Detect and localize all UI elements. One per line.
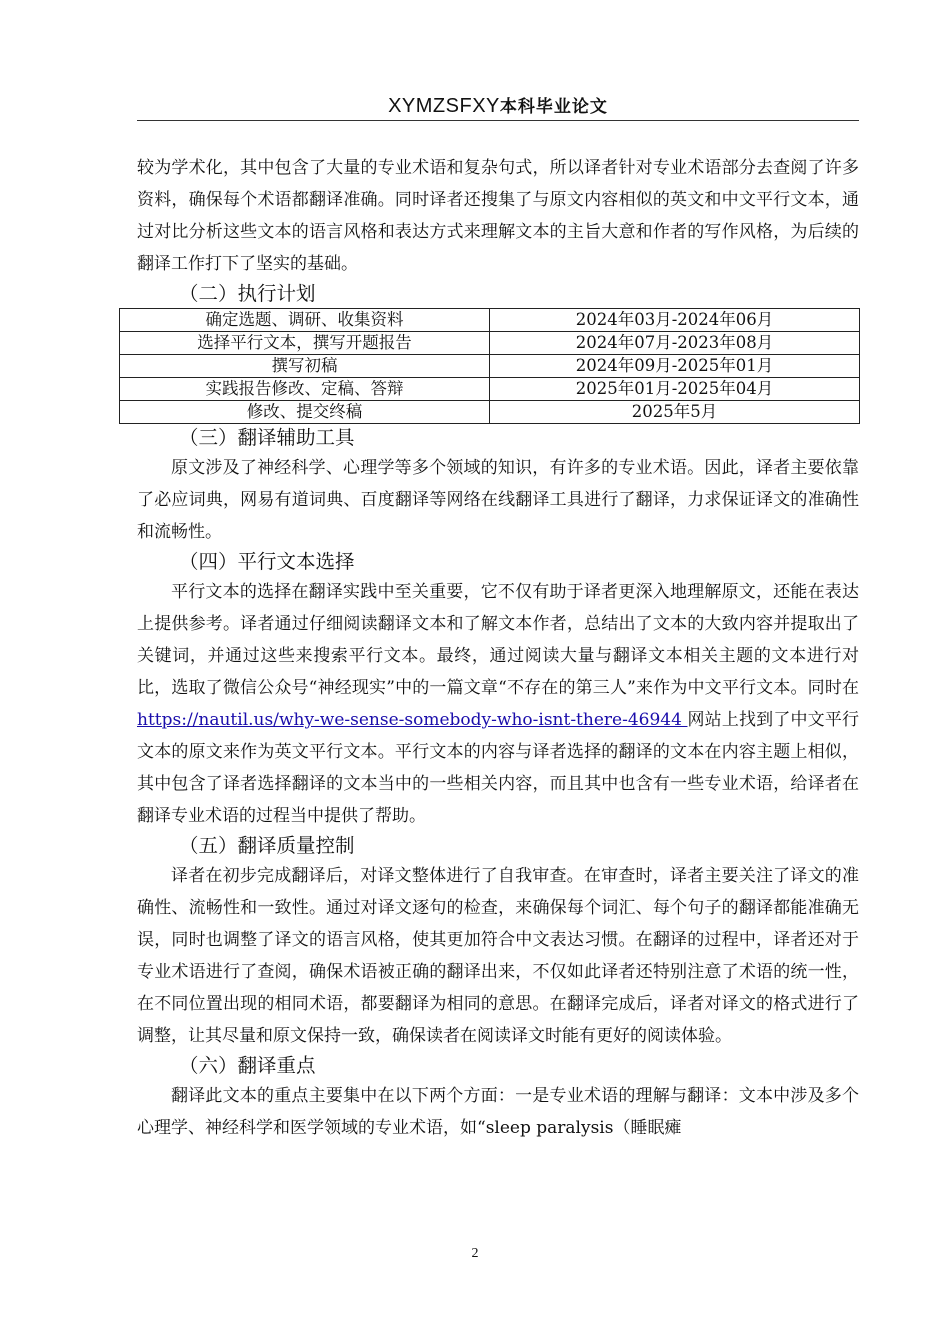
schedule-period-cell: 2025年01月-2025年04月	[490, 378, 860, 401]
section-tools-title: （三）翻译辅助工具	[179, 426, 355, 449]
section-parallel-body	[137, 576, 859, 832]
schedule-task-cell: 实践报告修改、定稿、答辩	[120, 378, 490, 401]
schedule-period-cell: 2024年09月-2025年01月	[490, 355, 860, 378]
table-row	[120, 401, 860, 424]
table-row	[120, 355, 860, 378]
schedule-period-cell: 2024年07月-2023年08月	[490, 332, 860, 355]
page-header	[137, 92, 859, 121]
section-quality-title: （五）翻译质量控制	[179, 834, 355, 857]
section-tools-body: 原文涉及了神经科学、心理学等多个领域的知识，有许多的专业术语。因此，译者主要依靠了必应词典，网易有道词典、百度翻译等网络在线翻译工具进行了翻译，力求保证译文的准确性和流畅性。	[137, 458, 859, 542]
section-focus-title: （六）翻译重点	[179, 1054, 316, 1077]
page-number: 2	[471, 1246, 479, 1261]
table-row	[120, 309, 860, 332]
schedule-period-cell: 2025年5月	[490, 401, 860, 424]
parallel-body-before: 平行文本的选择在翻译实践中至关重要，它不仅有助于译者更深入地理解原文，还能在表达上提供参考。译者通过仔细阅读翻译文本和了解文本作者，总结出了文本的大致内容并提取出了关键词，并通过这些来搜索平行文本。最终，通过阅读大量与翻译文本相关主题的文本进行对比，选取了微信公众号“神经现实”中的一篇文章“不存在的第三人”来作为中文平行文本。同时在	[137, 582, 859, 698]
table-row	[120, 332, 860, 355]
schedule-task-cell: 确定选题、调研、收集资料	[120, 309, 490, 332]
parallel-text-link[interactable]: https://nautil.us/why-we-sense-somebody-who-isnt-there-46944	[137, 710, 688, 730]
intro-paragraph: 较为学术化，其中包含了大量的专业术语和复杂句式，所以译者针对专业术语部分去查阅了许多资料，确保每个术语都翻译准确。同时译者还搜集了与原文内容相似的英文和中文平行文本，通过对比分析这些文本的语言风格和表达方式来理解文本的主旨大意和作者的写作风格，为后续的翻译工作打下了坚实的基础。	[137, 158, 859, 274]
section-plan-title: （二）执行计划	[179, 282, 316, 305]
header-label: 本科毕业论文	[499, 97, 608, 117]
schedule-table	[119, 308, 860, 424]
table-row	[120, 378, 860, 401]
section-quality-body: 译者在初步完成翻译后，对译文整体进行了自我审查。在审查时，译者主要关注了译文的准确性、流畅性和一致性。通过对译文逐句的检查，来确保每个词汇、每个句子的翻译都能准确无误，同时也调整了译文的语言风格，使其更加符合中文表达习惯。在翻译的过程中，译者还对于专业术语进行了查阅，确保术语被正确的翻译出来，不仅如此译者还特别注意了术语的统一性，在不同位置出现的相同术语，都要翻译为相同的意思。在翻译完成后，译者对译文的格式进行了调整，让其尽量和原文保持一致，确保读者在阅读译文时能有更好的阅读体验。	[137, 866, 859, 1046]
schedule-task-cell: 撰写初稿	[120, 355, 490, 378]
parallel-body-after: 网站上找到了中文平行文本的原文来作为英文平行文本。平行文本的内容与译者选择的翻译的文本在内容主题上相似，其中包含了译者选择翻译的文本当中的一些相关内容，而且其中也含有一些专业术语，给译者在翻译专业术语的过程当中提供了帮助。	[137, 710, 859, 826]
schedule-period-cell: 2024年03月-2024年06月	[490, 309, 860, 332]
main-content	[137, 152, 859, 1144]
header-code: XYMZSFXY	[388, 95, 500, 117]
section-parallel-title: （四）平行文本选择	[179, 550, 355, 573]
schedule-task-cell: 修改、提交终稿	[120, 401, 490, 424]
section-focus-body: 翻译此文本的重点主要集中在以下两个方面：一是专业术语的理解与翻译：文本中涉及多个心理学、神经科学和医学领域的专业术语，如“sleep paralysis（睡眠瘫	[137, 1086, 859, 1138]
schedule-task-cell: 选择平行文本，撰写开题报告	[120, 332, 490, 355]
